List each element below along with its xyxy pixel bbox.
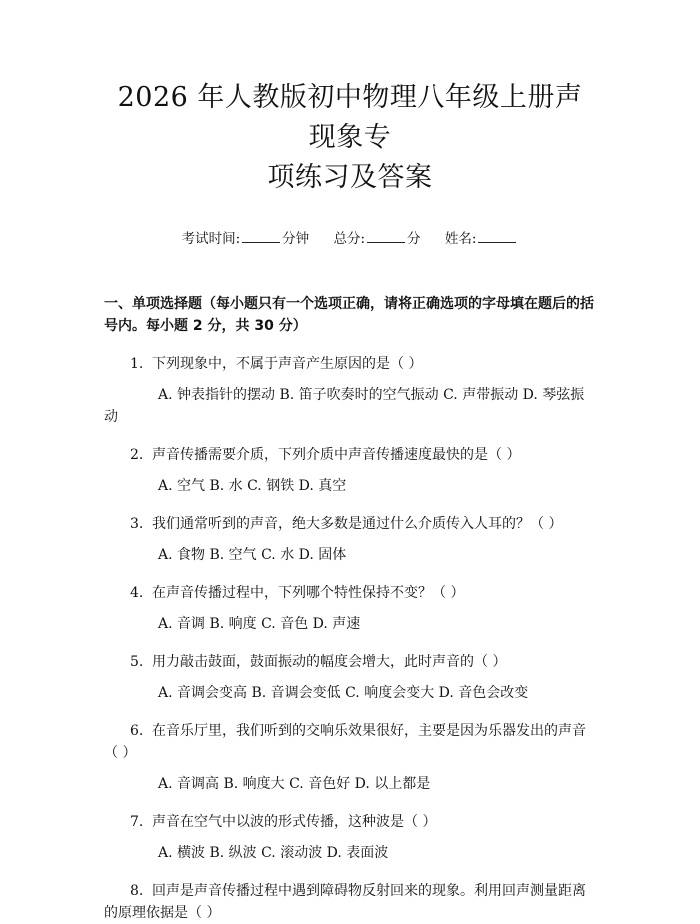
question-item — [104, 582, 596, 635]
question-stem — [104, 353, 596, 375]
exam-info — [104, 228, 596, 249]
question-stem — [104, 582, 596, 604]
question-number: 1. — [130, 356, 144, 372]
title-line-2: 项练习及答案 — [267, 162, 433, 193]
question-stem — [104, 811, 596, 833]
question-options: A. 音调会变高 B. 音调会变低 C. 响度会变大 D. 音色会改变 — [158, 685, 529, 701]
question-text: 在音乐厅里，我们听到的交响乐效果很好，主要是因为乐器发出的声音（ ） — [104, 723, 586, 761]
exam-score-blank[interactable] — [367, 228, 405, 243]
question-item — [104, 880, 596, 924]
question-item — [104, 353, 596, 428]
exam-score-label: 总分: — [333, 231, 366, 247]
question-item — [104, 651, 596, 704]
question-stem — [104, 444, 596, 466]
question-item — [104, 811, 596, 864]
exam-name — [445, 228, 519, 249]
question-options: A. 钟表指针的摆动 B. 笛子吹奏时的空气振动 C. 声带振动 D. 琴弦振动 — [104, 387, 585, 425]
question-stem — [104, 513, 596, 535]
exam-name-blank[interactable] — [478, 228, 516, 243]
question-text: 我们通常听到的声音，绝大多数是通过什么介质传入人耳的？（ ） — [152, 516, 563, 532]
question-number: 7. — [130, 814, 144, 830]
exam-time-label: 考试时间: — [181, 231, 241, 247]
question-text: 用力敲击鼓面，鼓面振动的幅度会增大，此时声音的（ ） — [152, 654, 507, 670]
exam-time-unit: 分钟 — [282, 231, 310, 247]
title-line-1: 2026 年人教版初中物理八年级上册声现象专 — [117, 82, 583, 153]
question-options: A. 音调 B. 响度 C. 音色 D. 声速 — [158, 616, 361, 632]
question-options: A. 食物 B. 空气 C. 水 D. 固体 — [158, 547, 347, 563]
question-number: 3. — [130, 516, 144, 532]
question-item — [104, 444, 596, 497]
question-number: 5. — [130, 654, 144, 670]
question-stem — [104, 651, 596, 673]
question-item — [104, 720, 596, 795]
question-options: A. 横波 B. 纵波 C. 滚动波 D. 表面波 — [158, 845, 389, 861]
question-number: 6. — [130, 723, 144, 739]
question-text: 在声音传播过程中，下列哪个特性保持不变？（ ） — [152, 585, 465, 601]
exam-name-label: 姓名: — [444, 231, 477, 247]
question-number: 4. — [130, 585, 144, 601]
question-list — [104, 353, 596, 924]
section-heading: 一、单项选择题（每小题只有一个选项正确，请将正确选项的字母填在题后的括号内。每小题 2 分，共 30 分） — [104, 296, 594, 334]
exam-score-unit: 分 — [407, 231, 421, 247]
question-options: A. 音调高 B. 响度大 C. 音色好 D. 以上都是 — [158, 776, 431, 792]
question-text: 下列现象中，不属于声音产生原因的是（ ） — [152, 356, 423, 372]
question-number: 2. — [130, 447, 144, 463]
question-options: A. 空气 B. 水 C. 钢铁 D. 真空 — [158, 478, 347, 494]
question-text: 回声是声音传播过程中遇到障碍物反射回来的现象。利用回声测量距离的原理依据是（ ） — [104, 883, 586, 921]
exam-score — [333, 228, 420, 249]
question-text: 声音传播需要介质，下列介质中声音传播速度最快的是（ ） — [152, 447, 521, 463]
exam-time — [182, 228, 310, 249]
question-item — [104, 513, 596, 566]
document-title — [104, 78, 596, 198]
question-stem — [104, 880, 596, 924]
question-text: 声音在空气中以波的形式传播，这种波是（ ） — [152, 814, 437, 830]
exam-time-blank[interactable] — [242, 228, 280, 243]
question-number: 8. — [130, 883, 144, 899]
question-stem — [104, 720, 596, 764]
